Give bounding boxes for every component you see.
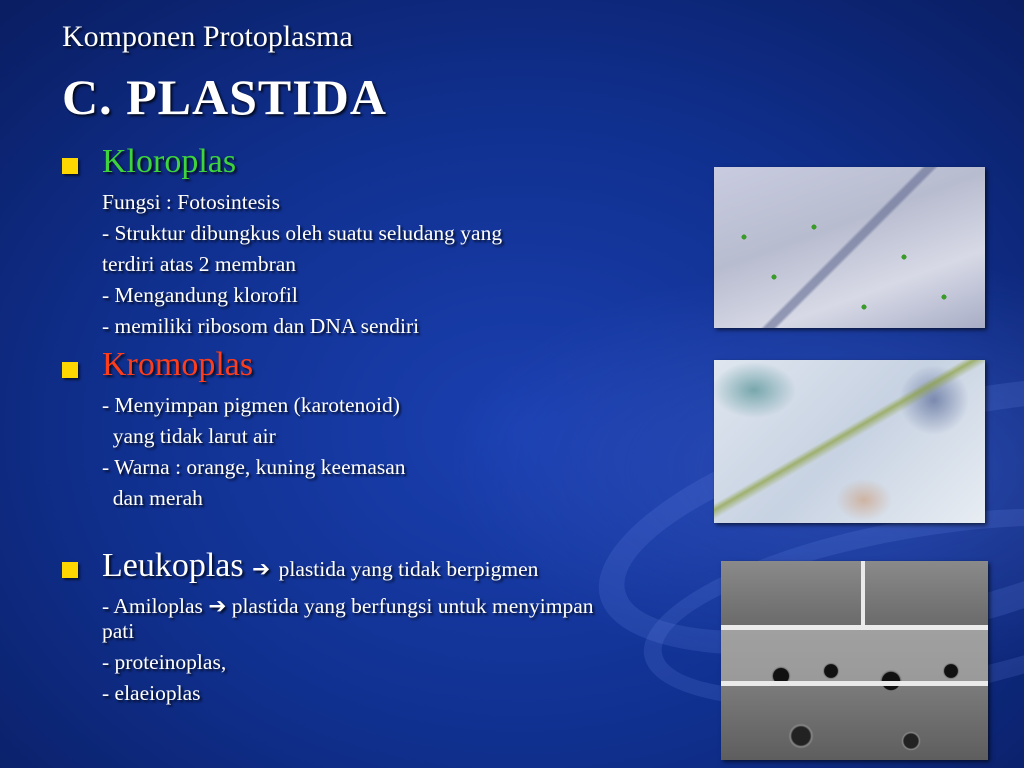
kromoplas-line: yang tidak larut air bbox=[102, 424, 276, 448]
leukoplas-line: - proteinoplas, bbox=[102, 650, 227, 674]
heading-kromoplas: Kromoplas bbox=[102, 346, 254, 383]
kloroplas-line: Fungsi : Fotosintesis bbox=[102, 190, 281, 214]
heading-kloroplas: Kloroplas bbox=[102, 143, 237, 180]
amiloplas-description: plastida yang berfungsi untuk menyimpan bbox=[231, 594, 594, 618]
slide-subtitle: Komponen Protoplasma bbox=[62, 20, 353, 53]
arrow-right-icon: ➔ bbox=[252, 557, 271, 581]
kloroplas-micrograph-image bbox=[714, 167, 985, 328]
kromoplas-line: - Warna : orange, kuning keemasan bbox=[102, 455, 406, 479]
kromoplas-line: dan merah bbox=[102, 486, 203, 510]
kloroplas-line: terdiri atas 2 membran bbox=[102, 252, 297, 276]
amiloplas-wrap: pati bbox=[102, 619, 135, 643]
arrow-right-icon: ➔ bbox=[208, 594, 227, 618]
kloroplas-line: - memiliki ribosom dan DNA sendiri bbox=[102, 314, 420, 338]
bullet-square-icon bbox=[62, 362, 78, 378]
leukoplas-micrograph-image bbox=[721, 561, 988, 760]
kromoplas-micrograph-image bbox=[714, 360, 985, 523]
kromoplas-line: - Menyimpan pigmen (karotenoid) bbox=[102, 393, 400, 417]
slide-title: C. PLASTIDA bbox=[62, 69, 387, 125]
bullet-square-icon bbox=[62, 562, 78, 578]
bullet-square-icon bbox=[62, 158, 78, 174]
heading-leukoplas-row bbox=[102, 547, 538, 585]
kloroplas-line: - Struktur dibungkus oleh suatu seludang yang bbox=[102, 221, 503, 245]
amiloplas-line bbox=[102, 594, 594, 619]
leukoplas-line: - elaeioplas bbox=[102, 681, 201, 705]
leukoplas-description: plastida yang tidak berpigmen bbox=[278, 557, 539, 581]
kloroplas-line: - Mengandung klorofil bbox=[102, 283, 298, 307]
amiloplas-label: - Amiloplas bbox=[102, 594, 203, 618]
heading-leukoplas: Leukoplas bbox=[102, 547, 244, 584]
